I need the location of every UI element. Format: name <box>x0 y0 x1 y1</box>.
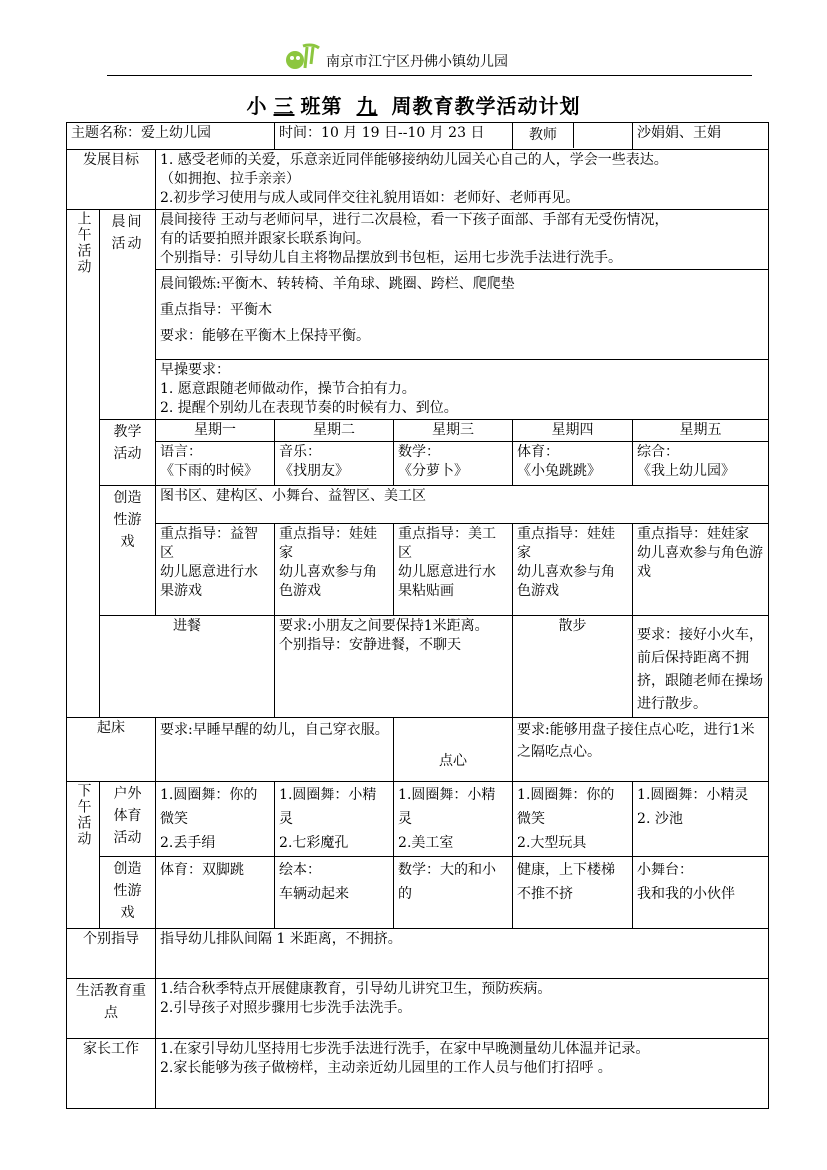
creative-cell-wed: 重点指导：美工区 幼儿愿意进行水果粘贴画 <box>394 524 513 616</box>
afternoon-creative-thu: 健康，上下楼梯不推不挤 <box>513 857 633 929</box>
kindergarten-logo-icon <box>283 42 321 72</box>
exercise-line: 晨间锻炼:平衡木、转转椅、羊角球、跳圈、跨栏、爬爬垫 <box>160 276 515 292</box>
weekday-header-row <box>67 420 769 442</box>
afternoon-creative-row <box>67 857 769 929</box>
reception-line: 晨间接待 王动与老师问早，进行二次晨检，看一下孩子面部、手部有无受伤情况， <box>160 212 669 228</box>
activity-plan-table <box>66 122 769 1109</box>
meal-row <box>67 616 769 718</box>
outdoor-cell-mon: 1.圆圈舞：你的微笑 2.丢手绢 <box>156 782 275 857</box>
page-header <box>0 0 827 80</box>
goals-row <box>67 150 769 210</box>
weekday-tue: 星期二 <box>275 420 394 442</box>
parent-work-content: 1.在家引导幼儿坚持用七步洗手法进行洗手，在家中早晚测量幼儿体温并记录。 2.家长能够为孩子做榜样，主动亲近幼儿园里的工作人员与他们打招呼 。 <box>156 1039 769 1109</box>
afternoon-section-label: 下午活动 <box>67 782 100 929</box>
meal-content: 要求:小朋友之间要保持1米距离。 个别指导：安静进餐，不聊天 <box>275 616 513 718</box>
outdoor-cell-fri: 1.圆圈舞：小精灵 2. 沙池 <box>633 782 769 857</box>
creative-cell-tue: 重点指导：娃娃家 幼儿喜欢参与角色游戏 <box>275 524 394 616</box>
kindergarten-name: 南京市江宁区丹佛小镇幼儿园 <box>326 54 508 70</box>
teacher-names: 沙娟娟、王娟 <box>633 123 769 150</box>
goals-content <box>156 150 769 210</box>
morning-activity-label: 晨间活动 <box>100 210 156 420</box>
title-prefix: 小 <box>246 94 268 118</box>
afternoon-creative-label: 创造性游戏 <box>100 857 156 929</box>
title-mid: 班第 <box>300 94 343 118</box>
teaching-row <box>67 442 769 486</box>
afternoon-outdoor-row <box>67 782 769 857</box>
creative-cell-thu: 重点指导：娃娃家 幼儿喜欢参与角色游戏 <box>513 524 633 616</box>
title-suffix: 周教育教学活动计划 <box>391 94 581 118</box>
goal-line: 2.初步学习使用与成人或同伴交往礼貌用语如：老师好、老师再见。 <box>160 190 580 206</box>
teaching-cell-tue: 音乐： 《找朋友》 <box>275 442 394 486</box>
drill-line: 2. 提醒个别幼儿在表现节奏的时候有力、到位。 <box>160 400 458 416</box>
weekday-fri: 星期五 <box>633 420 769 442</box>
outdoor-cell-tue: 1.圆圈舞：小精灵 2.七彩魔孔 <box>275 782 394 857</box>
morning-exercise-row <box>67 270 769 360</box>
morning-section-label: 上午活动 <box>67 210 100 718</box>
creative-areas-row <box>67 486 769 524</box>
creative-cell-mon: 重点指导：益智区 幼儿愿意进行水果游戏 <box>156 524 275 616</box>
snack-content: 要求:能够用盘子接住点心吃，进行1米之隔吃点心。 <box>513 718 769 782</box>
time-cell: 时间：10 月 19 日--10 月 23 日 <box>275 123 513 150</box>
weekday-mon: 星期一 <box>156 420 275 442</box>
teaching-cell-wed: 数学： 《分萝卜》 <box>394 442 513 486</box>
morning-reception-content <box>156 210 769 270</box>
afternoon-creative-tue: 绘本： 车辆动起来 <box>275 857 394 929</box>
theme-cell: 主题名称：爱上幼儿园 <box>67 123 275 150</box>
morning-reception-row <box>67 210 769 270</box>
goal-line: （如拥抱、拉手亲亲） <box>160 171 300 187</box>
afternoon-creative-fri: 小舞台： 我和我的小伙伴 <box>633 857 769 929</box>
afternoon-creative-wed: 数学：大的和小的 <box>394 857 513 929</box>
meal-label: 进餐 <box>100 616 275 718</box>
page-title <box>0 90 827 119</box>
afternoon-creative-mon: 体育：双脚跳 <box>156 857 275 929</box>
individual-guidance-label: 个别指导 <box>67 929 156 979</box>
teaching-activity-label: 教学活动 <box>100 420 156 486</box>
life-education-label: 生活教育重 点 <box>67 979 156 1039</box>
parent-work-label: 家长工作 <box>67 1039 156 1109</box>
creative-game-label: 创造性游戏 <box>100 486 156 616</box>
goals-label: 发展目标 <box>67 150 156 210</box>
teaching-cell-mon: 语言： 《下雨的时候》 <box>156 442 275 486</box>
morning-drill-row <box>67 360 769 420</box>
teaching-cell-fri: 综合： 《我上幼儿园》 <box>633 442 769 486</box>
exercise-line: 要求：能够在平衡木上保持平衡。 <box>160 328 370 344</box>
reception-line: 个别指导：引导幼儿自主将物品摆放到书包柜，运用七步洗手法进行洗手。 <box>160 250 622 266</box>
creative-guidance-row <box>67 524 769 616</box>
individual-guidance-content: 指导幼儿排队间隔 1 米距离，不拥挤。 <box>156 929 769 979</box>
parent-work-row <box>67 1039 769 1109</box>
individual-guidance-row <box>67 929 769 979</box>
wakeup-content: 要求:早睡早醒的幼儿，自己穿衣服。 <box>156 718 394 782</box>
outdoor-cell-wed: 1.圆圈舞：小精灵 2.美工室 <box>394 782 513 857</box>
outdoor-label: 户外体育活动 <box>100 782 156 857</box>
teaching-cell-thu: 体育： 《小兔跳跳》 <box>513 442 633 486</box>
info-row <box>67 123 769 150</box>
goal-line: 1. 感受老师的关爱，乐意亲近同伴能够接纳幼儿园关心自己的人，学会一些表达。 <box>160 152 668 168</box>
walk-content: 要求：接好小火车，前后保持距离不拥挤，跟随老师在操场进行散步。 <box>633 616 769 718</box>
wakeup-label: 起床 <box>67 718 156 782</box>
morning-drill-content <box>156 360 769 420</box>
weekday-thu: 星期四 <box>513 420 633 442</box>
walk-label: 散步 <box>513 616 633 718</box>
drill-line: 早操要求： <box>160 362 230 378</box>
reception-line: 有的话要拍照并跟家长联系询问。 <box>160 231 370 247</box>
drill-line: 1. 愿意跟随老师做动作，操节合拍有力。 <box>160 381 416 397</box>
outdoor-cell-thu: 1.圆圈舞：你的微笑 2.大型玩具 <box>513 782 633 857</box>
nap-row <box>67 718 769 782</box>
morning-exercise-content <box>156 270 769 360</box>
title-class-number: 三 <box>273 94 295 118</box>
creative-areas-content: 图书区、建构区、小舞台、益智区、美工区 <box>156 486 769 524</box>
header-divider <box>107 75 752 76</box>
title-week-number: 九 <box>356 94 378 118</box>
teacher-cell <box>513 123 633 150</box>
life-education-content: 1.结合秋季特点开展健康教育，引导幼儿讲究卫生，预防疾病。 2.引导孩子对照步骤用七步洗手法洗手。 <box>156 979 769 1039</box>
weekday-wed: 星期三 <box>394 420 513 442</box>
teacher-label: 教师 <box>513 123 574 148</box>
exercise-line: 重点指导：平衡木 <box>160 302 272 318</box>
life-education-row <box>67 979 769 1039</box>
snack-label: 点心 <box>394 718 513 782</box>
creative-cell-fri: 重点指导：娃娃家 幼儿喜欢参与角色游戏 <box>633 524 769 616</box>
